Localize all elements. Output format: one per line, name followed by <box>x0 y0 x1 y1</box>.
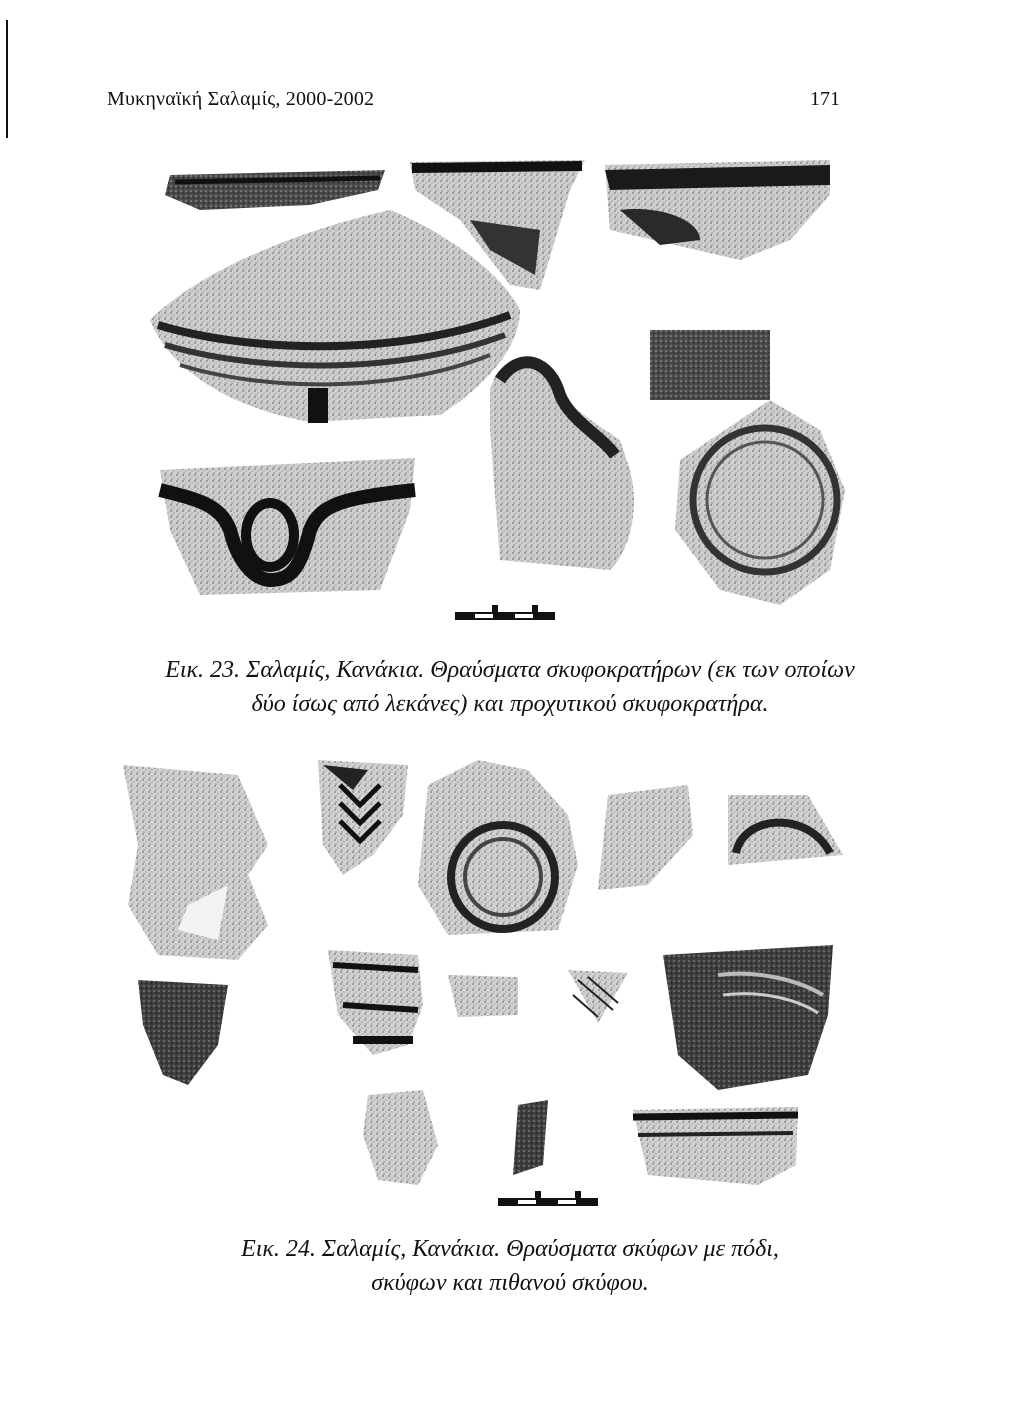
sherd-banded-decorated <box>328 950 423 1055</box>
sherd-handle <box>490 359 634 570</box>
figure-24-photo <box>118 755 858 1215</box>
scale-bar <box>498 1191 598 1206</box>
page-number: 171 <box>810 88 840 110</box>
figure-23-caption-line-2: δύο ίσως από λεκάνες) και προχυτικού σκυφοκρατήρα. <box>251 691 769 717</box>
sherd-large-bowl <box>150 210 520 423</box>
sherd-rim-right <box>605 160 830 260</box>
sherd-hatched <box>568 970 628 1023</box>
sherd-dark-triangle <box>138 980 228 1085</box>
figure-24-caption-line-2: σκύφων και πιθανού σκύφου. <box>371 1270 649 1296</box>
sherd-ring-foot <box>418 760 578 935</box>
figure-23-photo <box>140 150 860 630</box>
figure-23-caption-line-1: Εικ. 23. Σαλαμίς, Κανάκια. Θραύσματα σκυφοκρατήρων (εκ των οποίων <box>165 657 855 683</box>
sherd-small-base <box>598 785 693 890</box>
figure-24-caption-line-1: Εικ. 24. Σαλαμίς, Κανάκια. Θραύσματα σκύφων με πόδι, <box>241 1236 779 1262</box>
sherd-bottom-dark <box>513 1100 548 1175</box>
sherd-small-dark <box>650 330 770 400</box>
sherd-small-middle <box>448 975 518 1017</box>
sherd-chevron-decorated <box>318 760 408 875</box>
sherd-bottom-rim <box>633 1107 798 1185</box>
scale-bar <box>455 605 555 620</box>
figure-24-photo-plate <box>118 755 858 1215</box>
figure-23-caption <box>130 653 890 721</box>
sherd-bottom-left <box>363 1090 438 1185</box>
running-head-title: Μυκηναϊκή Σαλαμίς, 2000-2002 <box>107 88 375 110</box>
binding-edge-line <box>6 20 8 138</box>
figure-24-caption <box>130 1232 890 1300</box>
sherd-spout <box>160 458 415 595</box>
sherd-large-dark <box>663 945 833 1090</box>
sherd-rim-left <box>165 170 385 210</box>
sherd-foot-right <box>728 795 843 865</box>
sherd-round-base <box>675 400 845 605</box>
figure-23-photo-plate <box>140 150 860 630</box>
